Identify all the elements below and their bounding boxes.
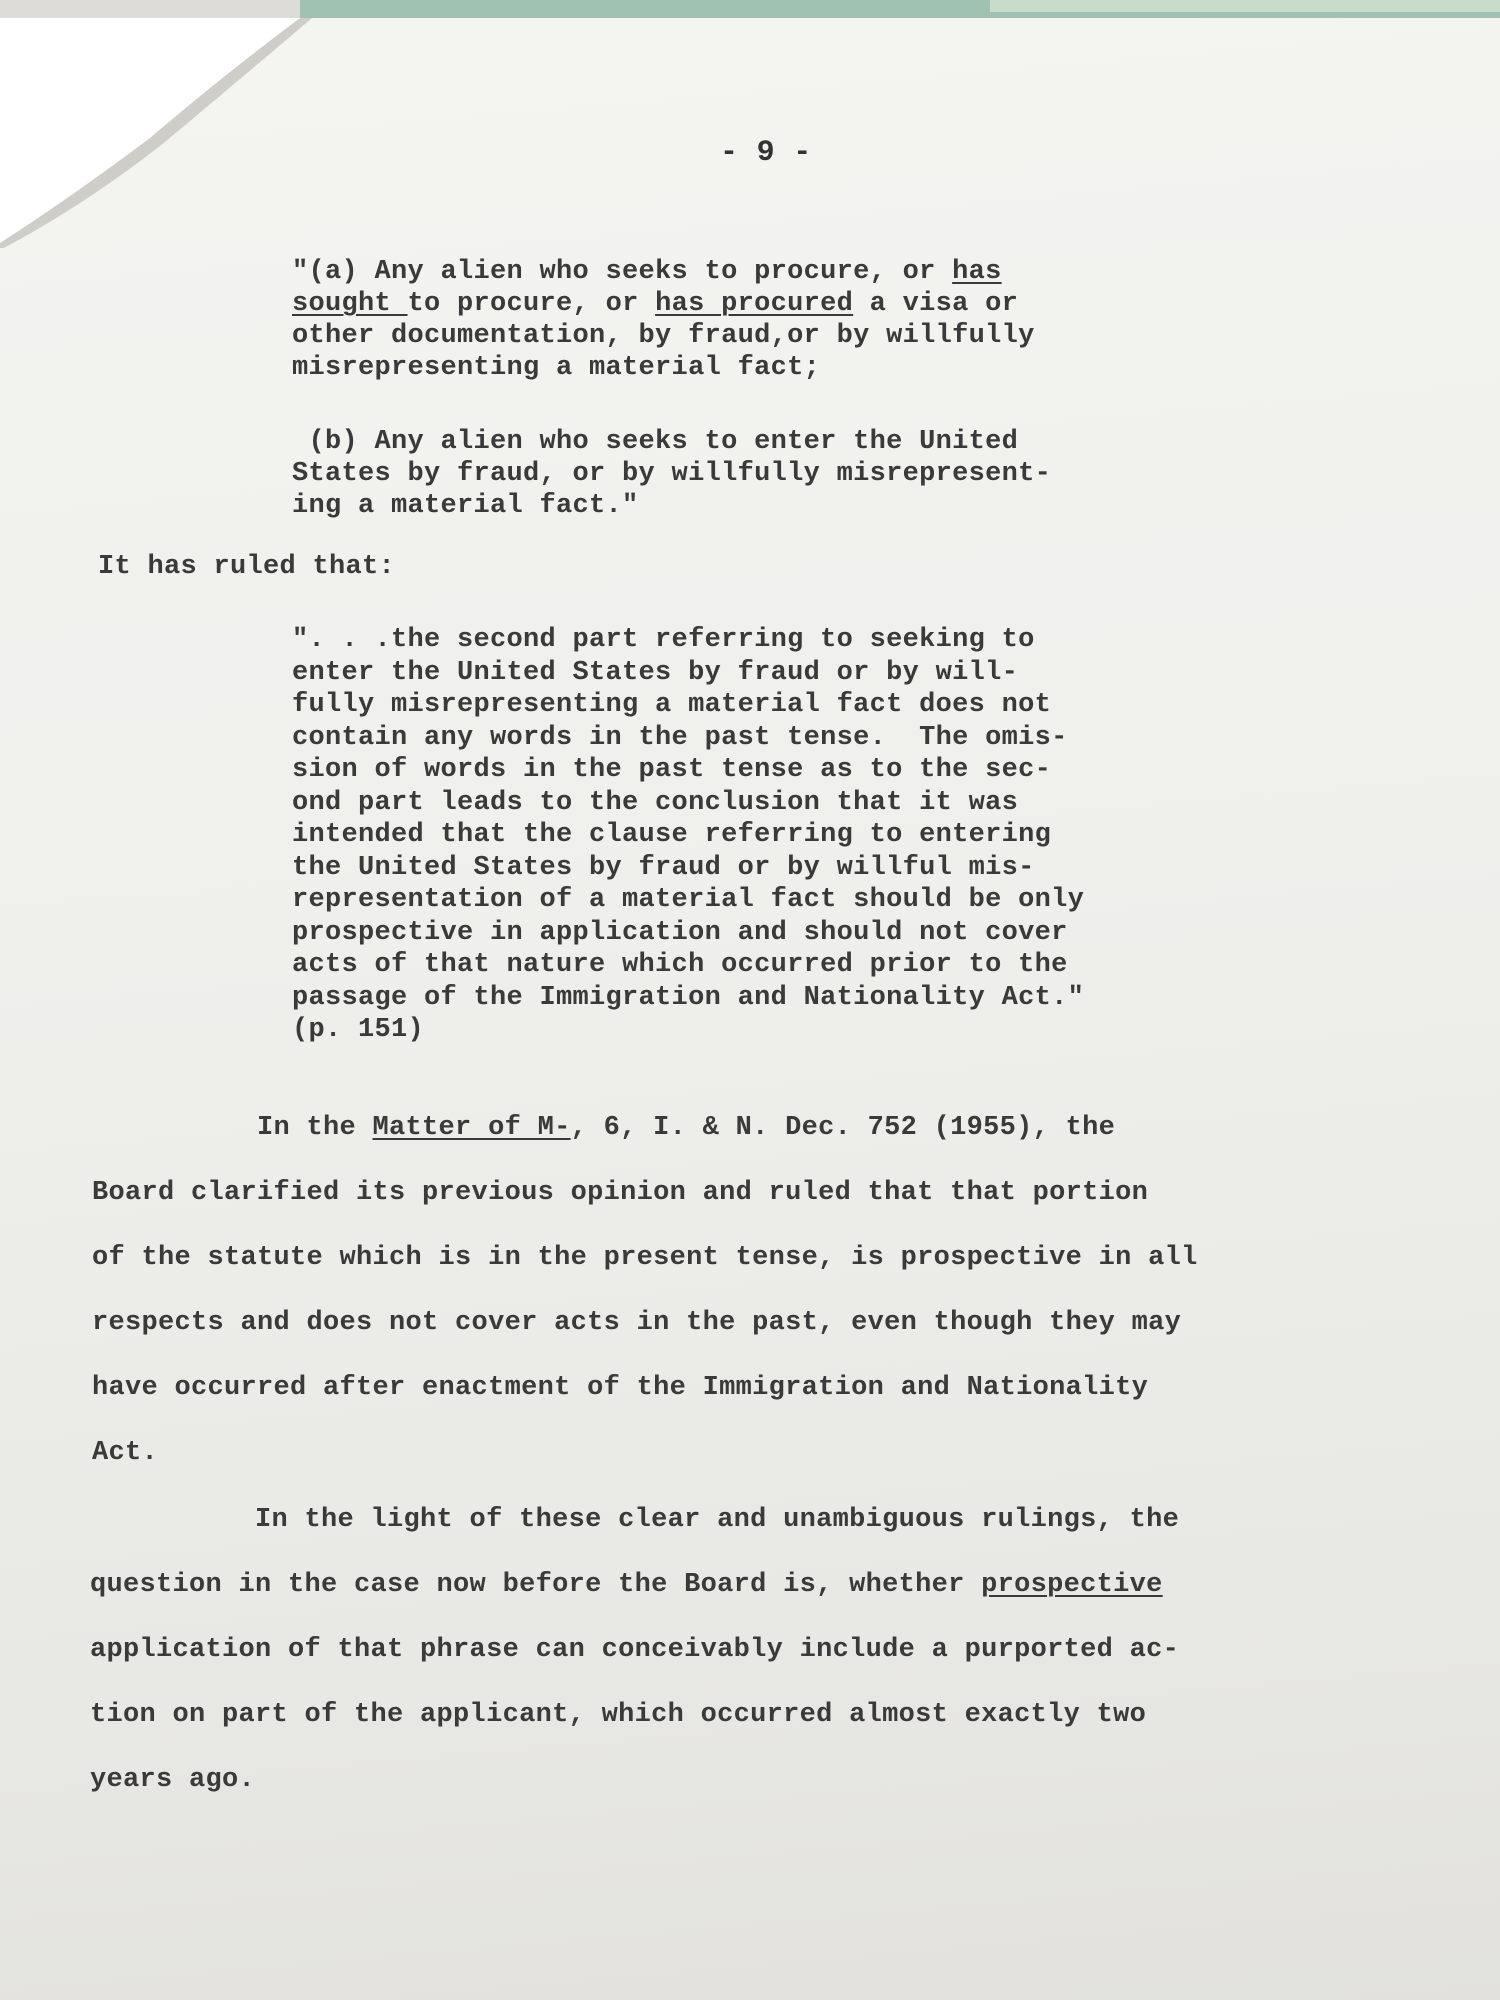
- board-ruling-quote: ". . .the second part referring to seeking to enter the United States by fraud or by will- fully misrepresenting a material fact does not contain any words in the past tense. The omis- sion of words in the past tense as to the sec- ond part leads to the conclusion that it was intended that the clause referring to entering the United States by fraud or by willful mis- representation of a material fact should be only prospective in application and should not cover acts of that nature which occurred prior to the passage of the Immigration and Nationality Act." (p. 151): [292, 625, 1085, 1045]
- statute-quote-b: (b) Any alien who seeks to enter the United States by fraud, or by willfully misrepresent- ing a material fact.": [292, 427, 1052, 521]
- underlined-has: has: [952, 257, 1002, 287]
- ruled-intro: It has ruled that:: [98, 552, 396, 582]
- underlined-prospective: prospective: [981, 1570, 1163, 1600]
- document-page: [0, 18, 1500, 2000]
- underlined-matter-of-m: Matter of M-: [372, 1113, 571, 1143]
- page-number: - 9 -: [720, 136, 812, 170]
- paragraph-matter-of-m: In the Matter of M-, 6, I. & N. Dec. 752 (1955), the Board clarified its previous opinion and ruled that that portion of the statute which is in the present tense, is prospective in all respects and does not cover acts in the past, even though they may have occurred after enactment of the Immigration and Nationality Act.: [92, 1113, 1198, 1468]
- page-curl-shadow: [0, 18, 320, 248]
- underlined-has-procured: has procured: [655, 289, 854, 319]
- background-folder-edge-light: [990, 0, 1500, 12]
- paragraph-conclusion: In the light of these clear and unambiguous rulings, the question in the case now before the Board is, whether prospective application of that phrase can conceivably include a purported ac- tion on part of the applicant, which occurred almost exactly two years ago.: [90, 1505, 1180, 1795]
- statute-quote-a: "(a) Any alien who seeks to procure, or has sought to procure, or has procured a visa or other documentation, by fraud,or by willfully misrepresenting a material fact;: [292, 257, 1035, 383]
- underlined-sought: sought: [292, 289, 408, 319]
